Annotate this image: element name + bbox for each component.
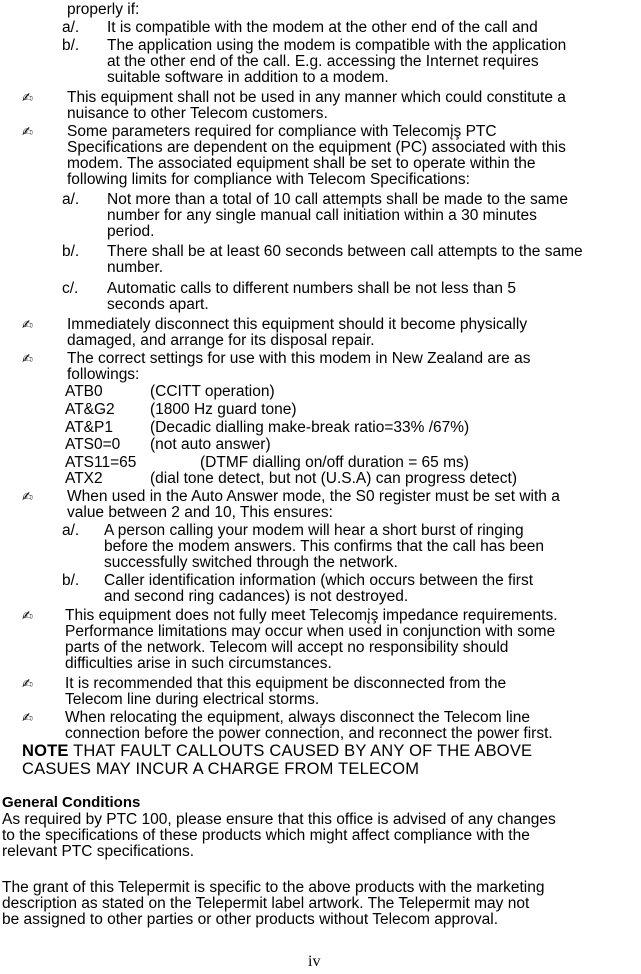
note-line-1 xyxy=(22,743,532,759)
bullet-icon: ✍ xyxy=(22,489,33,504)
setting-description: (not auto answer) xyxy=(150,436,271,453)
limit-a-marker: a/. xyxy=(62,191,80,208)
bullet-icon: ✍ xyxy=(22,124,33,139)
bullet-8-line-1: When relocating the equipment, always disconnect the Telecom line xyxy=(65,709,530,726)
limit-c-marker: c/. xyxy=(62,280,79,297)
general-para-2-line-2: description as stated on the Telepermit label artwork. The Telepermit may not xyxy=(2,895,530,912)
general-para-2-line-3: be assigned to other parties or other products without Telecom approval. xyxy=(2,911,498,928)
bullet-5-line-1: When used in the Auto Answer mode, the S0 register must be set with a xyxy=(67,488,560,505)
autoanswer-b-marker: b/. xyxy=(62,572,80,589)
bullet-2-line-1: Some parameters required for compliance with Telecomįş PTC xyxy=(67,123,497,140)
bullet-4-line-2: followings: xyxy=(67,366,140,383)
limit-c-line-1: Automatic calls to different numbers shall be not less than 5 xyxy=(107,280,516,297)
bullet-icon: ✍ xyxy=(22,90,33,105)
setting-command: ATX2 xyxy=(65,470,103,487)
bullet-8-line-2: connection before the power connection, and reconnect the power first. xyxy=(65,725,553,742)
setting-command: ATS11=65 xyxy=(65,454,137,471)
general-conditions-heading: General Conditions xyxy=(2,794,141,811)
general-para-1-line-2: to the specifications of these products which might affect compliance with the xyxy=(2,827,530,844)
note-line-2: CASUES MAY INCUR A CHARGE FROM TELECOM xyxy=(22,760,420,778)
bullet-2-line-2: Specifications are dependent on the equipment (PC) associated with this xyxy=(67,139,566,156)
condition-b-line-1: The application using the modem is compatible with the application xyxy=(107,37,567,54)
bullet-icon: ✍ xyxy=(22,676,33,691)
condition-a-text: It is compatible with the modem at the other end of the call and xyxy=(107,19,538,36)
bullet-1-line-2: nuisance to other Telecom customers. xyxy=(67,105,328,122)
autoanswer-a-line-2: before the modem answers. This confirms that the call has been xyxy=(104,538,544,555)
autoanswer-a-line-1: A person calling your modem will hear a short burst of ringing xyxy=(104,522,524,539)
autoanswer-b-line-2: and second ring cadances) is not destroyed. xyxy=(104,588,409,605)
bullet-4-line-1: The correct settings for use with this modem in New Zealand are as xyxy=(67,350,531,367)
setting-description: (Decadic dialling make-break ratio=33% /67%) xyxy=(150,419,470,436)
setting-description: (CCITT operation) xyxy=(150,383,275,400)
autoanswer-b-line-1: Caller identification information (which occurs between the first xyxy=(104,572,534,589)
limit-b-line-2: number. xyxy=(107,259,164,276)
condition-b-marker: b/. xyxy=(62,37,80,54)
bullet-icon: ✍ xyxy=(22,351,33,366)
bullet-6-line-3: parts of the network. Telecom will accept no responsibility should xyxy=(65,639,509,656)
note-label: NOTE xyxy=(22,742,69,760)
autoanswer-a-line-3: successfully switched through the network. xyxy=(104,554,398,571)
condition-a-marker: a/. xyxy=(62,19,80,36)
bullet-7-line-1: It is recommended that this equipment be disconnected from the xyxy=(65,675,507,692)
setting-description: (DTMF dialling on/off duration = 65 ms) xyxy=(200,454,469,471)
limit-b-line-1: There shall be at least 60 seconds between call attempts to the same xyxy=(107,243,583,260)
setting-command: AT&P1 xyxy=(65,419,113,436)
setting-description: (dial tone detect, but not (U.S.A) can progress detect) xyxy=(150,470,518,487)
bullet-6-line-2: Performance limitations may occur when used in conjunction with some xyxy=(65,623,556,640)
bullet-icon: ✍ xyxy=(22,317,33,332)
limit-a-line-3: period. xyxy=(107,223,155,240)
limit-c-line-2: seconds apart. xyxy=(107,296,209,313)
bullet-2-line-4: following limits for compliance with Telecom Specifications: xyxy=(67,171,470,188)
setting-description: (1800 Hz guard tone) xyxy=(150,401,297,418)
setting-command: ATS0=0 xyxy=(65,436,121,453)
bullet-2-line-3: modem. The associated equipment shall be set to operate within the xyxy=(67,155,536,172)
bullet-3-line-1: Immediately disconnect this equipment should it become physically xyxy=(67,316,528,333)
general-para-2-line-1: The grant of this Telepermit is specific to the above products with the marketing xyxy=(2,879,545,896)
bullet-6-line-1: This equipment does not fully meet Telecomįş impedance requirements. xyxy=(65,607,558,624)
bullet-6-line-4: difficulties arise in such circumstances. xyxy=(65,655,332,672)
limit-a-line-1: Not more than a total of 10 call attempts shall be made to the same xyxy=(107,191,568,208)
limit-b-marker: b/. xyxy=(62,243,80,260)
condition-b-line-3: suitable software in addition to a modem. xyxy=(107,69,389,86)
page-number: iv xyxy=(308,953,321,970)
note-text: THAT FAULT CALLOUTS CAUSED BY ANY OF THE ABOVE xyxy=(68,742,533,760)
limit-a-line-2: number for any single manual call initiation within a 30 minutes xyxy=(107,207,537,224)
setting-command: ATB0 xyxy=(65,383,103,400)
bullet-icon: ✍ xyxy=(22,608,33,623)
autoanswer-a-marker: a/. xyxy=(62,522,80,539)
bullet-5-line-2: value between 2 and 10, This ensures: xyxy=(67,504,333,521)
intro-line: properly if: xyxy=(67,1,140,18)
general-para-1-line-1: As required by PTC 100, please ensure that this office is advised of any changes xyxy=(2,811,556,828)
setting-command: AT&G2 xyxy=(65,401,115,418)
bullet-3-line-2: damaged, and arrange for its disposal repair. xyxy=(67,332,375,349)
bullet-icon: ✍ xyxy=(22,710,33,725)
bullet-1-line-1: This equipment shall not be used in any manner which could constitute a xyxy=(67,89,566,106)
condition-b-line-2: at the other end of the call. E.g. accessing the Internet requires xyxy=(107,53,539,70)
general-para-1-line-3: relevant PTC specifications. xyxy=(2,843,195,860)
bullet-7-line-2: Telecom line during electrical storms. xyxy=(65,691,320,708)
